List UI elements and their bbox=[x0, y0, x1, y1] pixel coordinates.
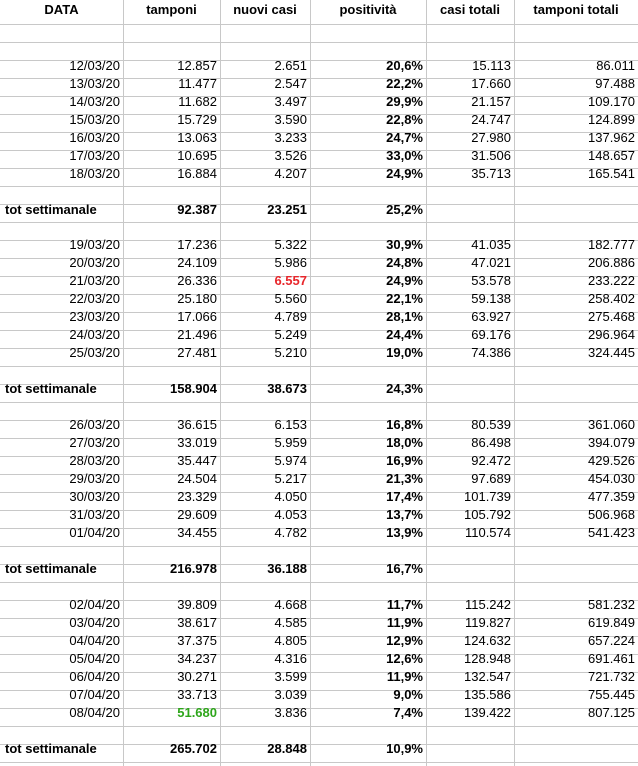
table-row bbox=[0, 111, 638, 129]
cell-date[interactable]: 01/04/20 bbox=[69, 525, 120, 540]
row-gridline bbox=[0, 582, 638, 583]
table-row bbox=[0, 272, 638, 290]
cell-tamponi-totali[interactable]: 477.359 bbox=[588, 489, 635, 504]
cell-positivita[interactable]: 30,9% bbox=[386, 237, 423, 252]
cell-casi-totali[interactable]: 128.948 bbox=[464, 651, 511, 666]
cell-tamponi[interactable]: 26.336 bbox=[177, 273, 217, 288]
cell-tamponi-totali[interactable]: 182.777 bbox=[588, 237, 635, 252]
table-row bbox=[0, 506, 638, 524]
weekly-total-nuovi-casi[interactable]: 23.251 bbox=[267, 202, 307, 217]
cell-tamponi[interactable]: 34.237 bbox=[177, 651, 217, 666]
cell-date[interactable]: 07/04/20 bbox=[69, 687, 120, 702]
cell-tamponi-totali[interactable]: 124.899 bbox=[588, 112, 635, 127]
cell-positivita[interactable]: 12,9% bbox=[386, 633, 423, 648]
cell-casi-totali[interactable]: 132.547 bbox=[464, 669, 511, 684]
weekly-total-nuovi-casi[interactable]: 38.673 bbox=[267, 381, 307, 396]
cell-tamponi-totali[interactable]: 324.445 bbox=[588, 345, 635, 360]
cell-date[interactable]: 23/03/20 bbox=[69, 309, 120, 324]
cell-nuovi-casi[interactable]: 2.651 bbox=[274, 58, 307, 73]
table-row bbox=[0, 308, 638, 326]
cell-casi-totali[interactable]: 24.747 bbox=[471, 112, 511, 127]
cell-date[interactable]: 27/03/20 bbox=[69, 435, 120, 450]
table-row bbox=[0, 129, 638, 147]
cell-date[interactable]: 13/03/20 bbox=[69, 76, 120, 91]
cell-tamponi[interactable]: 30.271 bbox=[177, 669, 217, 684]
cell-positivita[interactable]: 11,7% bbox=[386, 597, 423, 612]
cell-tamponi[interactable]: 35.447 bbox=[177, 453, 217, 468]
cell-date[interactable]: 25/03/20 bbox=[69, 345, 120, 360]
row-gridline bbox=[0, 222, 638, 223]
cell-date[interactable]: 26/03/20 bbox=[69, 417, 120, 432]
header-tamponi[interactable]: tamponi bbox=[146, 2, 197, 17]
cell-nuovi-casi[interactable]: 5.217 bbox=[274, 471, 307, 486]
row-gridline bbox=[0, 366, 638, 367]
cell-positivita[interactable]: 16,9% bbox=[386, 453, 423, 468]
cell-tamponi[interactable]: 11.682 bbox=[178, 94, 217, 109]
cell-date[interactable]: 08/04/20 bbox=[69, 705, 120, 720]
cell-nuovi-casi[interactable]: 6.557 bbox=[274, 273, 307, 288]
cell-tamponi-totali[interactable]: 258.402 bbox=[588, 291, 635, 306]
cell-date[interactable]: 04/04/20 bbox=[69, 633, 120, 648]
cell-nuovi-casi[interactable]: 2.547 bbox=[274, 76, 307, 91]
cell-nuovi-casi[interactable]: 5.986 bbox=[274, 255, 307, 270]
cell-casi-totali[interactable]: 31.506 bbox=[471, 148, 511, 163]
cell-tamponi[interactable]: 11.477 bbox=[178, 76, 217, 91]
cell-casi-totali[interactable]: 135.586 bbox=[464, 687, 511, 702]
table-row bbox=[0, 236, 638, 254]
cell-casi-totali[interactable]: 97.689 bbox=[471, 471, 511, 486]
cell-tamponi[interactable]: 24.504 bbox=[177, 471, 217, 486]
cell-positivita[interactable]: 22,8% bbox=[386, 112, 423, 127]
cell-nuovi-casi[interactable]: 4.668 bbox=[274, 597, 307, 612]
cell-tamponi[interactable]: 17.066 bbox=[177, 309, 217, 324]
cell-nuovi-casi[interactable]: 5.322 bbox=[274, 237, 307, 252]
cell-nuovi-casi[interactable]: 3.526 bbox=[274, 148, 307, 163]
cell-positivita[interactable]: 13,7% bbox=[386, 507, 423, 522]
cell-tamponi[interactable]: 15.729 bbox=[177, 112, 217, 127]
table-row bbox=[0, 686, 638, 704]
cell-positivita[interactable]: 21,3% bbox=[386, 471, 423, 486]
cell-positivita[interactable]: 24,9% bbox=[386, 273, 423, 288]
cell-tamponi[interactable]: 25.180 bbox=[177, 291, 217, 306]
cell-positivita[interactable]: 29,9% bbox=[386, 94, 423, 109]
weekly-total-nuovi-casi[interactable]: 28.848 bbox=[267, 741, 307, 756]
weekly-total-label[interactable]: tot settimanale bbox=[5, 561, 97, 576]
cell-tamponi-totali[interactable]: 148.657 bbox=[588, 148, 635, 163]
cell-casi-totali[interactable]: 15.113 bbox=[472, 58, 511, 73]
cell-casi-totali[interactable]: 115.242 bbox=[464, 597, 511, 612]
cell-date[interactable]: 31/03/20 bbox=[69, 507, 120, 522]
weekly-total-label[interactable]: tot settimanale bbox=[5, 741, 97, 756]
cell-tamponi-totali[interactable]: 137.962 bbox=[588, 130, 635, 145]
weekly-total-positivita[interactable]: 24,3% bbox=[386, 381, 423, 396]
cell-tamponi-totali[interactable]: 429.526 bbox=[588, 453, 635, 468]
table-row bbox=[0, 416, 638, 434]
header-positivita[interactable]: positività bbox=[339, 2, 397, 17]
cell-nuovi-casi[interactable]: 4.789 bbox=[274, 309, 307, 324]
cell-date[interactable]: 29/03/20 bbox=[69, 471, 120, 486]
cell-tamponi[interactable]: 39.809 bbox=[177, 597, 217, 612]
row-gridline bbox=[0, 186, 638, 187]
cell-nuovi-casi[interactable]: 5.210 bbox=[274, 345, 307, 360]
weekly-total-row bbox=[0, 740, 638, 758]
table-row bbox=[0, 75, 638, 93]
weekly-total-positivita[interactable]: 10,9% bbox=[386, 741, 423, 756]
cell-casi-totali[interactable]: 124.632 bbox=[464, 633, 511, 648]
cell-casi-totali[interactable]: 86.498 bbox=[471, 435, 511, 450]
cell-casi-totali[interactable]: 17.660 bbox=[471, 76, 511, 91]
cell-nuovi-casi[interactable]: 3.497 bbox=[274, 94, 307, 109]
cell-nuovi-casi[interactable]: 4.050 bbox=[274, 489, 307, 504]
cell-nuovi-casi[interactable]: 3.590 bbox=[274, 112, 307, 127]
cell-positivita[interactable]: 24,8% bbox=[386, 255, 423, 270]
cell-nuovi-casi[interactable]: 4.316 bbox=[274, 651, 307, 666]
cell-nuovi-casi[interactable]: 4.053 bbox=[274, 507, 307, 522]
cell-tamponi[interactable]: 12.857 bbox=[177, 58, 217, 73]
cell-date[interactable]: 22/03/20 bbox=[69, 291, 120, 306]
cell-casi-totali[interactable]: 59.138 bbox=[471, 291, 511, 306]
table-row bbox=[0, 326, 638, 344]
table-row bbox=[0, 488, 638, 506]
cell-tamponi[interactable]: 13.063 bbox=[177, 130, 217, 145]
cell-tamponi-totali[interactable]: 97.488 bbox=[595, 76, 635, 91]
cell-tamponi-totali[interactable]: 506.968 bbox=[588, 507, 635, 522]
cell-tamponi[interactable]: 23.329 bbox=[177, 489, 217, 504]
table-row bbox=[0, 470, 638, 488]
cell-positivita[interactable]: 28,1% bbox=[386, 309, 423, 324]
cell-tamponi-totali[interactable]: 619.849 bbox=[588, 615, 635, 630]
cell-tamponi-totali[interactable]: 394.079 bbox=[588, 435, 635, 450]
cell-positivita[interactable]: 20,6% bbox=[386, 58, 423, 73]
cell-positivita[interactable]: 18,0% bbox=[386, 435, 423, 450]
cell-positivita[interactable]: 7,4% bbox=[393, 705, 423, 720]
table-row bbox=[0, 57, 638, 75]
cell-nuovi-casi[interactable]: 5.560 bbox=[274, 291, 307, 306]
header-casi-totali[interactable]: casi totali bbox=[440, 2, 500, 17]
cell-casi-totali[interactable]: 27.980 bbox=[471, 130, 511, 145]
cell-date[interactable]: 19/03/20 bbox=[69, 237, 120, 252]
table-row bbox=[0, 632, 638, 650]
weekly-total-tamponi[interactable]: 265.702 bbox=[170, 741, 217, 756]
cell-nuovi-casi[interactable]: 3.836 bbox=[274, 705, 307, 720]
cell-positivita[interactable]: 11,9% bbox=[386, 669, 423, 684]
cell-casi-totali[interactable]: 92.472 bbox=[471, 453, 511, 468]
table-row bbox=[0, 704, 638, 722]
cell-tamponi-totali[interactable]: 721.732 bbox=[588, 669, 635, 684]
cell-tamponi[interactable]: 51.680 bbox=[177, 705, 217, 720]
cell-nuovi-casi[interactable]: 3.233 bbox=[274, 130, 307, 145]
cell-nuovi-casi[interactable]: 3.599 bbox=[274, 669, 307, 684]
cell-date[interactable]: 03/04/20 bbox=[69, 615, 120, 630]
header-date[interactable]: DATA bbox=[44, 2, 79, 17]
row-gridline bbox=[0, 402, 638, 403]
cell-tamponi-totali[interactable]: 233.222 bbox=[588, 273, 635, 288]
table-row bbox=[0, 165, 638, 183]
cell-positivita[interactable]: 33,0% bbox=[386, 148, 423, 163]
cell-nuovi-casi[interactable]: 3.039 bbox=[274, 687, 307, 702]
cell-nuovi-casi[interactable]: 4.782 bbox=[274, 525, 307, 540]
cell-date[interactable]: 15/03/20 bbox=[69, 112, 120, 127]
cell-date[interactable]: 20/03/20 bbox=[69, 255, 120, 270]
cell-tamponi[interactable]: 29.609 bbox=[177, 507, 217, 522]
table-row bbox=[0, 524, 638, 542]
cell-tamponi-totali[interactable]: 454.030 bbox=[588, 471, 635, 486]
cell-positivita[interactable]: 12,6% bbox=[386, 651, 423, 666]
cell-positivita[interactable]: 22,2% bbox=[386, 76, 423, 91]
cell-nuovi-casi[interactable]: 5.974 bbox=[274, 453, 307, 468]
cell-casi-totali[interactable]: 35.713 bbox=[471, 166, 511, 181]
cell-positivita[interactable]: 17,4% bbox=[386, 489, 423, 504]
cell-date[interactable]: 16/03/20 bbox=[69, 130, 120, 145]
table-row bbox=[0, 290, 638, 308]
weekly-total-positivita[interactable]: 16,7% bbox=[386, 561, 423, 576]
cell-nuovi-casi[interactable]: 4.805 bbox=[274, 633, 307, 648]
row-gridline bbox=[0, 762, 638, 763]
cell-tamponi[interactable]: 36.615 bbox=[177, 417, 217, 432]
cell-tamponi[interactable]: 16.884 bbox=[177, 166, 217, 181]
cell-date[interactable]: 12/03/20 bbox=[69, 58, 120, 73]
row-gridline bbox=[0, 546, 638, 547]
cell-nuovi-casi[interactable]: 4.207 bbox=[274, 166, 307, 181]
cell-tamponi[interactable]: 24.109 bbox=[177, 255, 217, 270]
cell-positivita[interactable]: 11,9% bbox=[386, 615, 423, 630]
cell-tamponi-totali[interactable]: 361.060 bbox=[588, 417, 635, 432]
cell-positivita[interactable]: 22,1% bbox=[386, 291, 423, 306]
weekly-total-nuovi-casi[interactable]: 36.188 bbox=[267, 561, 307, 576]
cell-casi-totali[interactable]: 105.792 bbox=[464, 507, 511, 522]
row-gridline bbox=[0, 24, 638, 25]
cell-tamponi-totali[interactable]: 541.423 bbox=[588, 525, 635, 540]
table-row bbox=[0, 434, 638, 452]
header-row bbox=[0, 0, 638, 22]
cell-date[interactable]: 06/04/20 bbox=[69, 669, 120, 684]
header-nuovi-casi[interactable]: nuovi casi bbox=[233, 2, 297, 17]
table-row bbox=[0, 596, 638, 614]
cell-tamponi[interactable]: 37.375 bbox=[177, 633, 217, 648]
weekly-total-row bbox=[0, 560, 638, 578]
cell-tamponi-totali[interactable]: 755.445 bbox=[588, 687, 635, 702]
cell-tamponi-totali[interactable]: 691.461 bbox=[588, 651, 635, 666]
cell-date[interactable]: 18/03/20 bbox=[69, 166, 120, 181]
cell-positivita[interactable]: 16,8% bbox=[386, 417, 423, 432]
table-row bbox=[0, 254, 638, 272]
table-row bbox=[0, 93, 638, 111]
weekly-total-row bbox=[0, 380, 638, 398]
cell-tamponi-totali[interactable]: 581.232 bbox=[588, 597, 635, 612]
cell-nuovi-casi[interactable]: 5.959 bbox=[274, 435, 307, 450]
cell-positivita[interactable]: 9,0% bbox=[393, 687, 423, 702]
cell-casi-totali[interactable]: 119.827 bbox=[464, 615, 511, 630]
cell-date[interactable]: 30/03/20 bbox=[69, 489, 120, 504]
cell-date[interactable]: 14/03/20 bbox=[69, 94, 120, 109]
table-row bbox=[0, 452, 638, 470]
cell-tamponi[interactable]: 21.496 bbox=[177, 327, 217, 342]
cell-tamponi-totali[interactable]: 807.125 bbox=[588, 705, 635, 720]
cell-tamponi[interactable]: 27.481 bbox=[177, 345, 217, 360]
cell-tamponi-totali[interactable]: 206.886 bbox=[588, 255, 635, 270]
cell-tamponi[interactable]: 33.713 bbox=[177, 687, 217, 702]
cell-casi-totali[interactable]: 110.574 bbox=[464, 525, 511, 540]
cell-positivita[interactable]: 13,9% bbox=[386, 525, 423, 540]
weekly-total-tamponi[interactable]: 158.904 bbox=[170, 381, 217, 396]
cell-date[interactable]: 17/03/20 bbox=[69, 148, 120, 163]
table-row bbox=[0, 650, 638, 668]
cell-date[interactable]: 05/04/20 bbox=[69, 651, 120, 666]
cell-casi-totali[interactable]: 21.157 bbox=[471, 94, 511, 109]
cell-casi-totali[interactable]: 63.927 bbox=[471, 309, 511, 324]
weekly-total-row bbox=[0, 201, 638, 219]
cell-tamponi-totali[interactable]: 657.224 bbox=[588, 633, 635, 648]
row-gridline bbox=[0, 42, 638, 43]
cell-tamponi-totali[interactable]: 109.170 bbox=[588, 94, 635, 109]
cell-casi-totali[interactable]: 139.422 bbox=[464, 705, 511, 720]
cell-tamponi-totali[interactable]: 275.468 bbox=[588, 309, 635, 324]
cell-tamponi-totali[interactable]: 86.011 bbox=[596, 58, 635, 73]
cell-nuovi-casi[interactable]: 5.249 bbox=[274, 327, 307, 342]
cell-casi-totali[interactable]: 47.021 bbox=[471, 255, 511, 270]
cell-date[interactable]: 28/03/20 bbox=[69, 453, 120, 468]
cell-date[interactable]: 02/04/20 bbox=[69, 597, 120, 612]
cell-casi-totali[interactable]: 80.539 bbox=[471, 417, 511, 432]
cell-date[interactable]: 21/03/20 bbox=[69, 273, 120, 288]
cell-date[interactable]: 24/03/20 bbox=[69, 327, 120, 342]
cell-casi-totali[interactable]: 69.176 bbox=[471, 327, 511, 342]
cell-tamponi-totali[interactable]: 296.964 bbox=[588, 327, 635, 342]
weekly-total-positivita[interactable]: 25,2% bbox=[386, 202, 423, 217]
cell-tamponi[interactable]: 10.695 bbox=[177, 148, 217, 163]
cell-tamponi[interactable]: 34.455 bbox=[177, 525, 217, 540]
cell-positivita[interactable]: 24,4% bbox=[386, 327, 423, 342]
row-gridline bbox=[0, 726, 638, 727]
cell-tamponi[interactable]: 38.617 bbox=[177, 615, 217, 630]
cell-tamponi[interactable]: 17.236 bbox=[177, 237, 217, 252]
cell-positivita[interactable]: 19,0% bbox=[386, 345, 423, 360]
weekly-total-tamponi[interactable]: 92.387 bbox=[177, 202, 217, 217]
table-row bbox=[0, 668, 638, 686]
cell-nuovi-casi[interactable]: 6.153 bbox=[274, 417, 307, 432]
cell-nuovi-casi[interactable]: 4.585 bbox=[274, 615, 307, 630]
cell-casi-totali[interactable]: 41.035 bbox=[471, 237, 511, 252]
cell-casi-totali[interactable]: 74.386 bbox=[471, 345, 511, 360]
cell-positivita[interactable]: 24,9% bbox=[386, 166, 423, 181]
cell-casi-totali[interactable]: 53.578 bbox=[471, 273, 511, 288]
cell-tamponi-totali[interactable]: 165.541 bbox=[588, 166, 635, 181]
cell-positivita[interactable]: 24,7% bbox=[386, 130, 423, 145]
header-tamponi-totali[interactable]: tamponi totali bbox=[533, 2, 619, 17]
table-row bbox=[0, 147, 638, 165]
cell-casi-totali[interactable]: 101.739 bbox=[464, 489, 511, 504]
table-row bbox=[0, 614, 638, 632]
weekly-total-tamponi[interactable]: 216.978 bbox=[170, 561, 217, 576]
weekly-total-label[interactable]: tot settimanale bbox=[5, 381, 97, 396]
table-row bbox=[0, 344, 638, 362]
cell-tamponi[interactable]: 33.019 bbox=[177, 435, 217, 450]
weekly-total-label[interactable]: tot settimanale bbox=[5, 202, 97, 217]
